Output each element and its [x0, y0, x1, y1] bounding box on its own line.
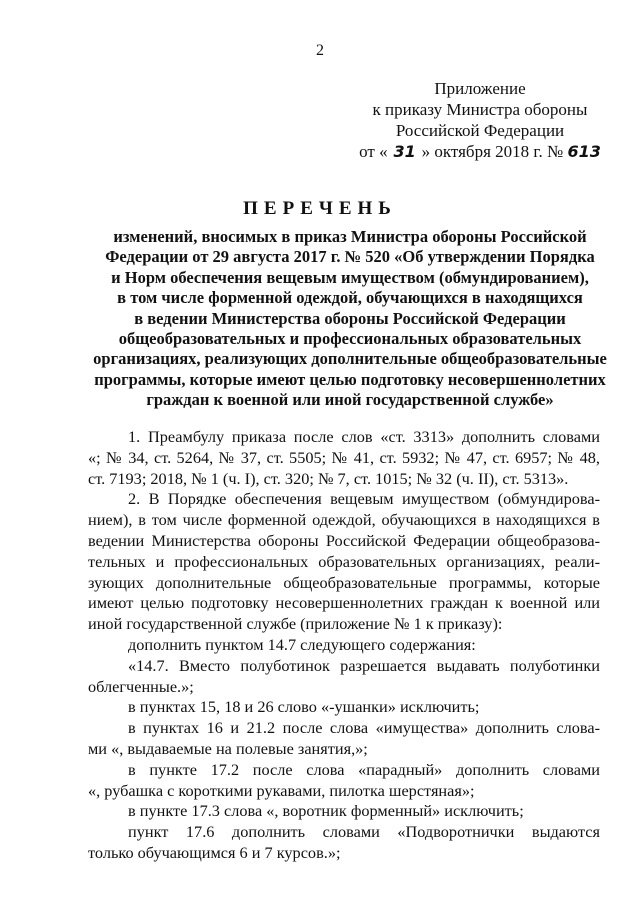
document-subtitle — [90, 227, 610, 411]
appendix-date-line — [330, 141, 630, 162]
body-line: «; № 34, ст. 5264, № 37, ст. 5505; № 41, ст. 5932; № 47, ст. 6957; № 48, — [88, 447, 600, 467]
handwritten-order-number: 613 — [567, 142, 601, 161]
body-line: «, рубашка с короткими рукавами, пилотка шерстяная»; — [88, 780, 475, 800]
body-line: пункт 17.6 дополнить словами «Подворотнички выдаются — [128, 822, 600, 842]
body-line: в пунктах 16 и 21.2 после слова «имущества» дополнить слова- — [128, 718, 600, 738]
subtitle-line: программы, которые имеют целью подготовку несовершеннолетних — [94, 369, 606, 389]
body-line: ми «, выдаваемые на полевые занятия,»; — [88, 738, 368, 758]
subtitle-line: в том числе форменной одеждой, обучающихся в находящихся — [117, 288, 583, 308]
appendix-title: Приложение — [434, 79, 526, 98]
subtitle-line: Федерации от 29 августа 2017 г. № 520 «Об утверждении Порядка — [105, 247, 595, 267]
subtitle-line: общеобразовательных и профессиональных образовательных — [118, 329, 582, 349]
body-line: только обучающимся 6 и 7 курсов.»; — [88, 842, 341, 862]
body-line: дополнить пунктом 14.7 следующего содержания: — [128, 634, 476, 654]
document-title: ПЕРЕЧЕНЬ — [243, 198, 397, 219]
handwritten-day: 31 — [393, 142, 416, 161]
subtitle-line: изменений, вносимых в приказ Министра обороны Российской — [113, 227, 587, 246]
body-line: в пункте 17.3 слова «, воротник форменный» исключить; — [128, 801, 524, 821]
body-line: тельных и профессиональных образовательных организациях, реали- — [88, 551, 600, 571]
body-line: зующих дополнительные общеобразовательные программы, которые — [88, 572, 600, 592]
body-line: ведении Министерства обороны Российской Федерации общеобразова- — [88, 530, 600, 550]
subtitle-line: граждан к военной или иной государственной службе» — [146, 390, 554, 410]
appendix-federation-line: Российской Федерации — [395, 121, 565, 140]
body-line: облегченные.»; — [88, 676, 194, 696]
body-line: имеют целью подготовку несовершеннолетних граждан к военной или — [88, 593, 600, 613]
subtitle-line: в ведении Министерства обороны Российской Федерации — [134, 308, 566, 328]
appendix-order-line: к приказу Министра обороны — [372, 100, 588, 119]
body-line: иной государственной службе (приложение № 1 к приказу): — [88, 614, 503, 634]
appendix-block — [330, 78, 630, 162]
subtitle-line: и Норм обеспечения вещевым имуществом (обмундированием), — [111, 267, 589, 287]
date-prefix: от « — [359, 142, 388, 161]
body-line: ст. 7193; 2018, № 1 (ч. I), ст. 320; № 7, ст. 1015; № 32 (ч. II), ст. 5313». — [88, 468, 569, 488]
page-number: 2 — [316, 42, 324, 59]
body-line: в пунктах 15, 18 и 26 слово «-ушанки» исключить; — [128, 697, 480, 717]
body-line: нием), в том числе форменной одеждой, обучающихся в находящихся в — [88, 510, 600, 530]
body-line: в пункте 17.2 после слова «парадный» дополнить словами — [128, 759, 600, 779]
body-line: 1. Преамбулу приказа после слов «ст. 3313» дополнить словами — [128, 427, 600, 446]
body-line: «14.7. Вместо полуботинок разрешается выдавать полуботинки — [128, 655, 600, 675]
document-body — [88, 427, 600, 864]
subtitle-line: организациях, реализующих дополнительные общеобразовательные — [93, 349, 607, 369]
date-middle: » октября 2018 г. № — [421, 142, 564, 161]
body-line: 2. В Порядке обеспечения вещевым имуществом (обмундирова- — [128, 489, 600, 509]
